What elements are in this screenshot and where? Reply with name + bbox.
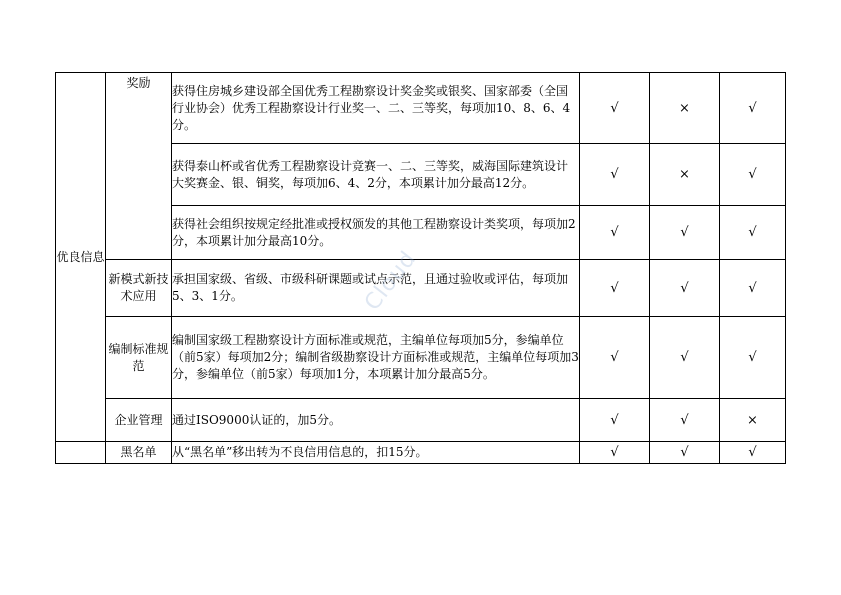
mark-cell: √ bbox=[720, 442, 786, 464]
subcategory-standards: 编制标准规范 bbox=[106, 317, 172, 399]
mark-cell: × bbox=[650, 144, 720, 206]
mark-cell: √ bbox=[580, 399, 650, 442]
table-row bbox=[56, 260, 786, 317]
subcategory-award: 奖励 bbox=[106, 73, 172, 260]
criterion-text: 承担国家级、省级、市级科研课题或试点示范，且通过验收或评估，每项加5、3、1分。 bbox=[172, 260, 580, 317]
criterion-text: 通过ISO9000认证的，加5分。 bbox=[172, 399, 580, 442]
mark-cell: √ bbox=[720, 144, 786, 206]
table-row bbox=[56, 399, 786, 442]
mark-cell: √ bbox=[580, 260, 650, 317]
mark-cell: √ bbox=[650, 442, 720, 464]
subcategory-blacklist: 黑名单 bbox=[106, 442, 172, 464]
category-cell: 优良信息 bbox=[56, 73, 106, 442]
mark-cell: √ bbox=[720, 206, 786, 260]
mark-cell: × bbox=[650, 73, 720, 144]
subcategory-new-tech: 新模式新技术应用 bbox=[106, 260, 172, 317]
table-row bbox=[56, 73, 786, 144]
mark-cell: × bbox=[720, 399, 786, 442]
criterion-text: 编制国家级工程勘察设计方面标准或规范，主编单位每项加5分，参编单位（前5家）每项加2分；编制省级勘察设计方面标准或规范，主编单位每项加3分，参编单位（前5家）每项加1分，本项累计加分最高5分。 bbox=[172, 317, 580, 399]
mark-cell: √ bbox=[580, 317, 650, 399]
mark-cell: √ bbox=[580, 206, 650, 260]
mark-cell: √ bbox=[720, 317, 786, 399]
subcategory-management: 企业管理 bbox=[106, 399, 172, 442]
criterion-text: 从“黑名单”移出转为不良信用信息的，扣15分。 bbox=[172, 442, 580, 464]
table-row bbox=[56, 442, 786, 464]
mark-cell: √ bbox=[720, 73, 786, 144]
mark-cell: √ bbox=[720, 260, 786, 317]
credit-evaluation-table bbox=[55, 72, 786, 464]
mark-cell: √ bbox=[650, 399, 720, 442]
mark-cell: √ bbox=[580, 73, 650, 144]
criterion-text: 获得住房城乡建设部全国优秀工程勘察设计奖金奖或银奖、国家部委（全国行业协会）优秀工程勘察设计行业奖一、二、三等奖，每项加10、8、6、4分。 bbox=[172, 73, 580, 144]
mark-cell: √ bbox=[650, 260, 720, 317]
mark-cell: √ bbox=[580, 442, 650, 464]
table-row bbox=[56, 317, 786, 399]
watermark: Cloud bbox=[360, 246, 422, 316]
criterion-text: 获得社会组织按规定经批准或授权颁发的其他工程勘察设计类奖项，每项加2分，本项累计加分最高10分。 bbox=[172, 206, 580, 260]
empty-cell bbox=[56, 442, 106, 464]
mark-cell: √ bbox=[650, 317, 720, 399]
mark-cell: √ bbox=[650, 206, 720, 260]
criterion-text: 获得泰山杯或省优秀工程勘察设计竞赛一、二、三等奖，威海国际建筑设计大奖赛金、银、铜奖，每项加6、4、2分，本项累计加分最高12分。 bbox=[172, 144, 580, 206]
mark-cell: √ bbox=[580, 144, 650, 206]
